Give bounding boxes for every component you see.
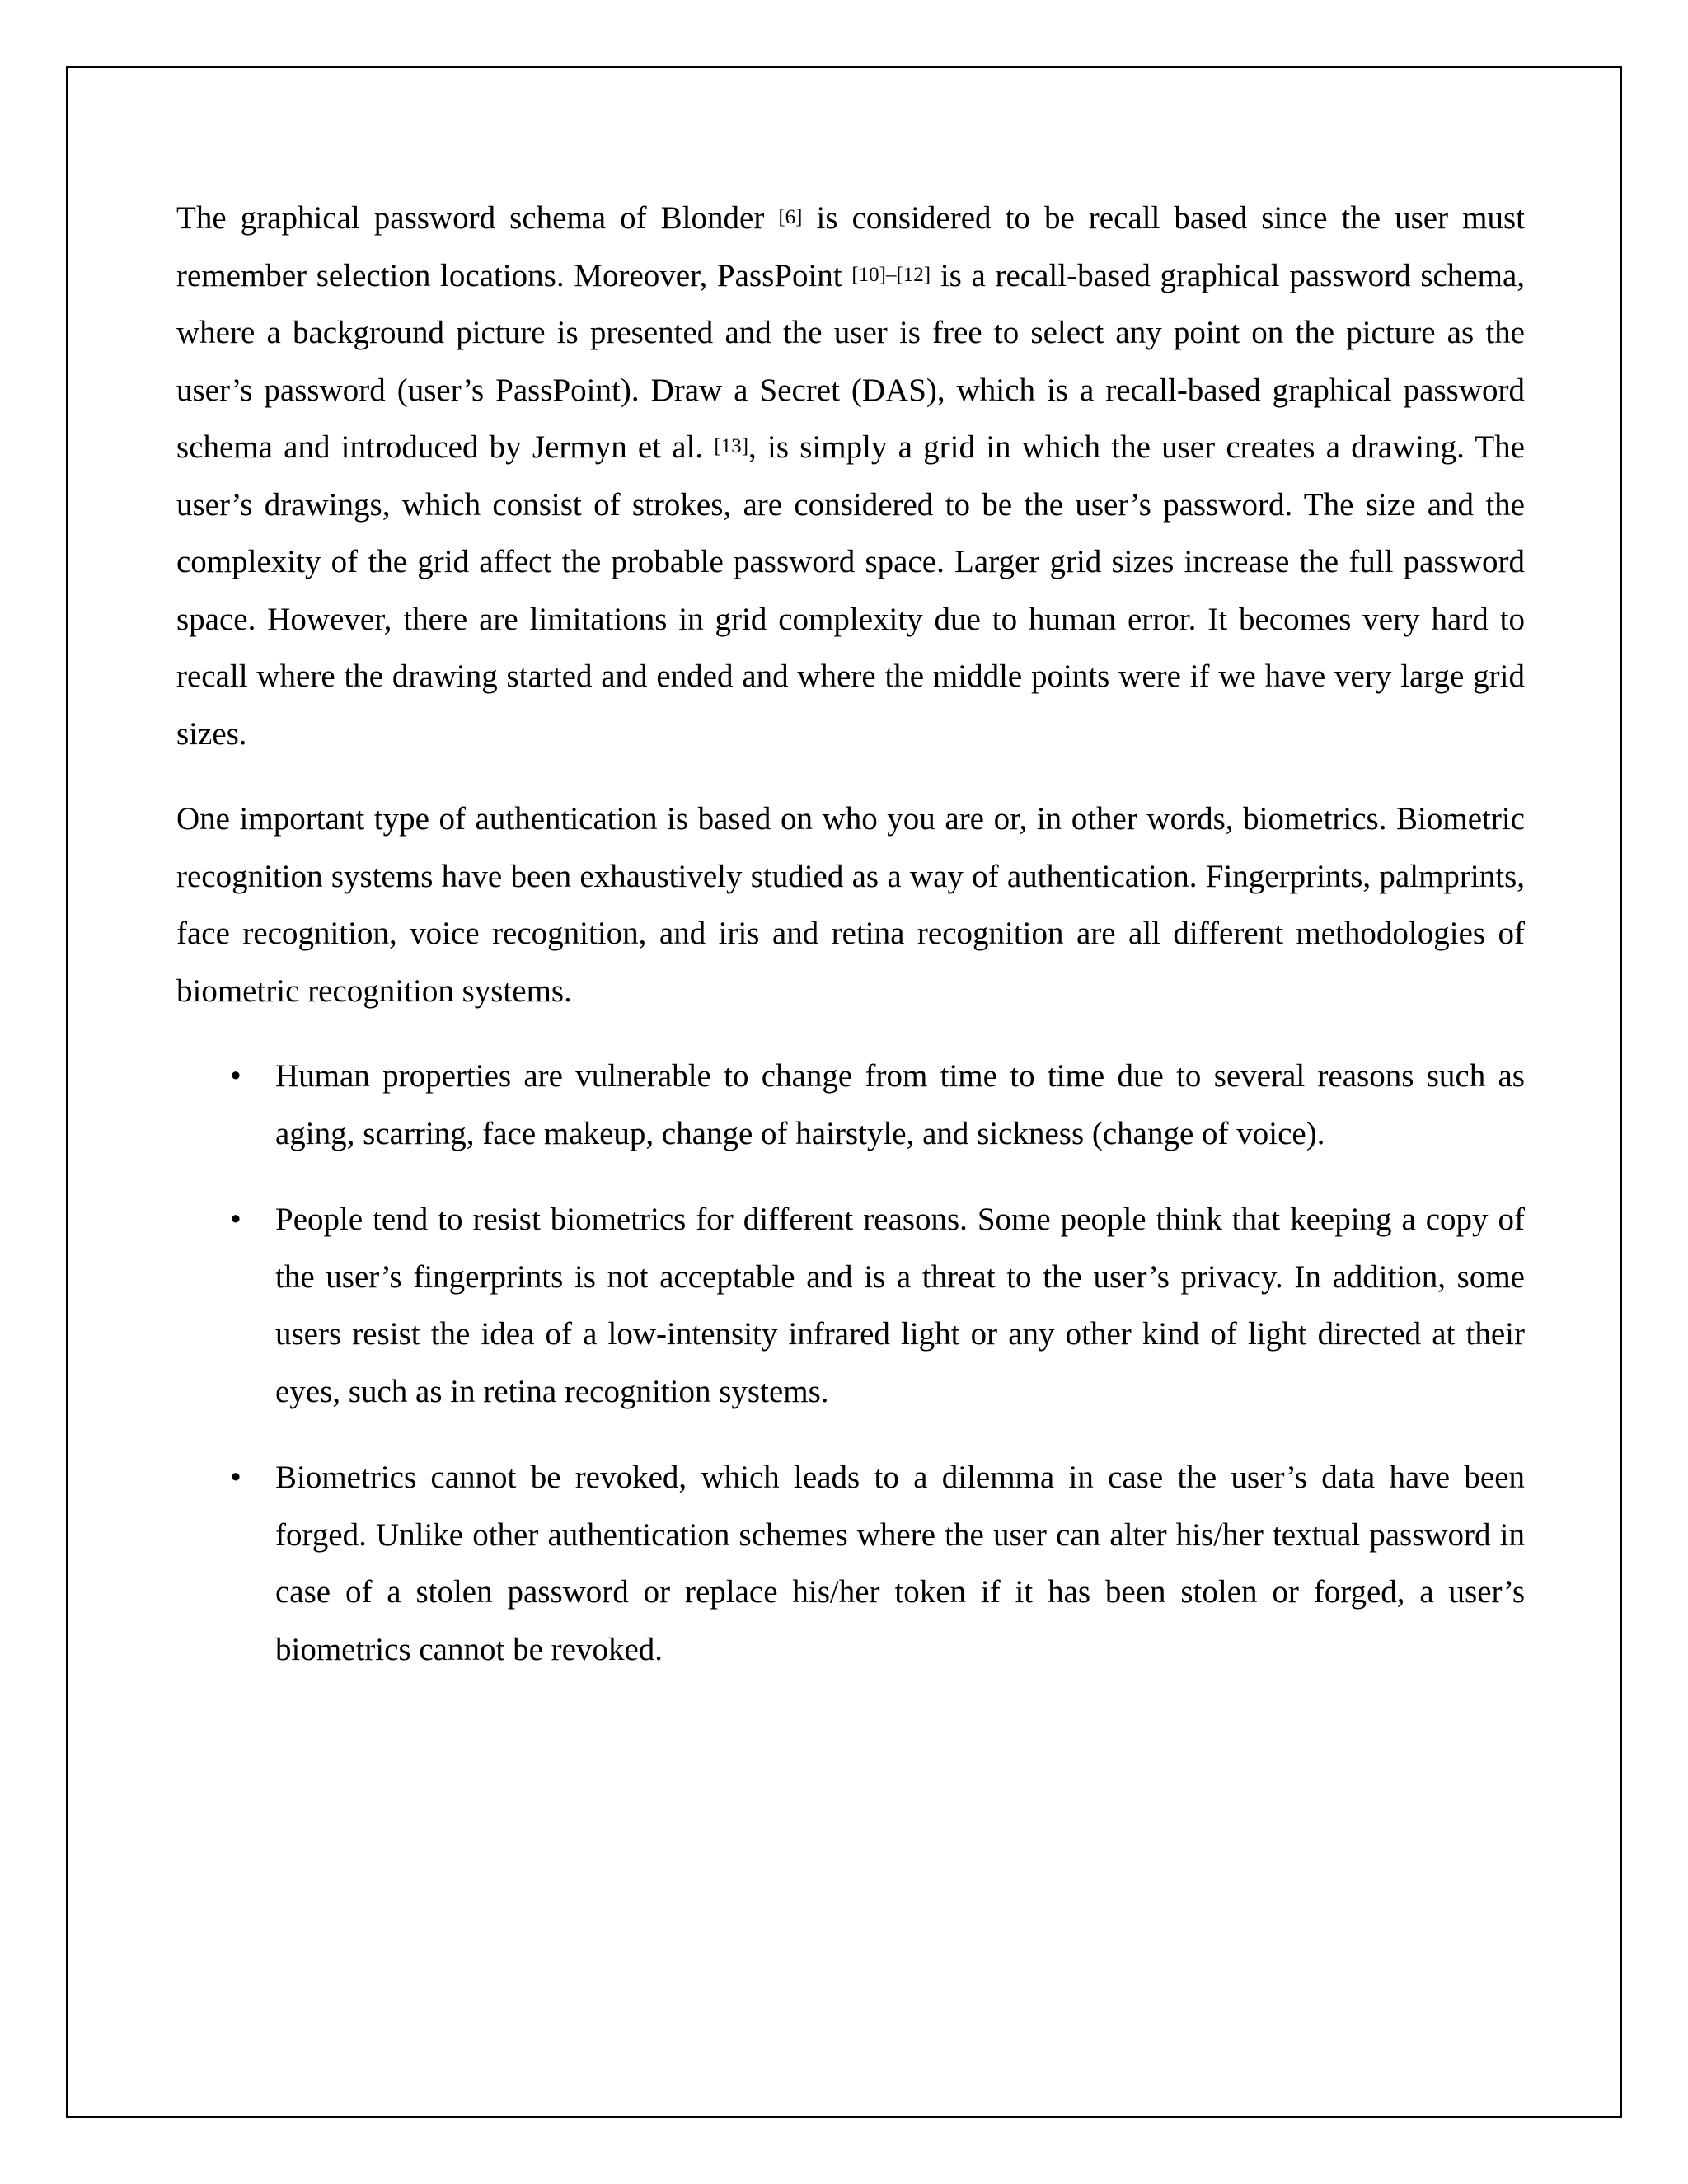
paragraph-text: , is simply a grid in which the user creates a drawing. The user’s drawings, which consist of strokes, are considered to be the user’s password. The size and the complexity of the grid affect the probable password space. Larger grid sizes increase the full password space. However, there are limitations in grid complexity due to human error. It becomes very hard to recall where the drawing started and ended and where the middle points were if we have very large grid sizes.: [176, 429, 1525, 752]
document-body: [176, 190, 1525, 1707]
list-item-text: Biometrics cannot be revoked, which leads to a dilemma in case the user’s data have been forged. Unlike other authentication schemes where the user can alter his/her textual password in case of a stolen password or replace his/her token if it has been stolen or forged, a user’s biometrics cannot be revoked.: [275, 1460, 1525, 1667]
paragraph-text: is considered to be recall based since the user must remember selection locations. Moreover, PassPoint: [176, 200, 1525, 293]
bullet-icon: •: [230, 1058, 241, 1094]
citation-ref: [10]–[12]: [851, 263, 931, 286]
list-item-text: People tend to resist biometrics for different reasons. Some people think that keeping a copy of the user’s fingerprints is not acceptable and is a threat to the user’s privacy. In addition, some users resist the idea of a low-intensity infrared light or any other kind of light directed at their eyes, such as in retina recognition systems.: [275, 1202, 1525, 1409]
citation-ref: [6]: [778, 206, 803, 228]
paragraph-graphical-password: [176, 190, 1525, 762]
citation-ref: [13]: [714, 435, 749, 457]
list-item: [176, 1191, 1525, 1420]
list-item: [176, 1449, 1525, 1678]
bullet-icon: •: [230, 1202, 241, 1237]
paragraph-text: is a recall-based graphical password schema, where a background picture is presented and the user is free to select any point on the picture as the user’s password (user’s PassPoint). Draw a Secret (DAS), which is a recall-based graphical password schema and introduced by Jermyn et al.: [176, 257, 1526, 465]
list-item-text: Human properties are vulnerable to change from time to time due to several reasons such as aging, scarring, face makeup, change of hairstyle, and sickness (change of voice).: [275, 1058, 1525, 1151]
bullet-list: [176, 1047, 1525, 1678]
paragraph-biometrics: One important type of authentication is based on who you are or, in other words, biometrics. Biometric recognition systems have been exhaustively studied as a way of authentication. Fingerprints, palmprints, face recognition, voice recognition, and iris and retina recognition are all different methodologies of biometric recognition systems.: [176, 801, 1525, 1009]
paragraph-text: The graphical password schema of Blonder: [176, 200, 779, 236]
list-item: [176, 1047, 1525, 1162]
bullet-icon: •: [230, 1460, 241, 1495]
